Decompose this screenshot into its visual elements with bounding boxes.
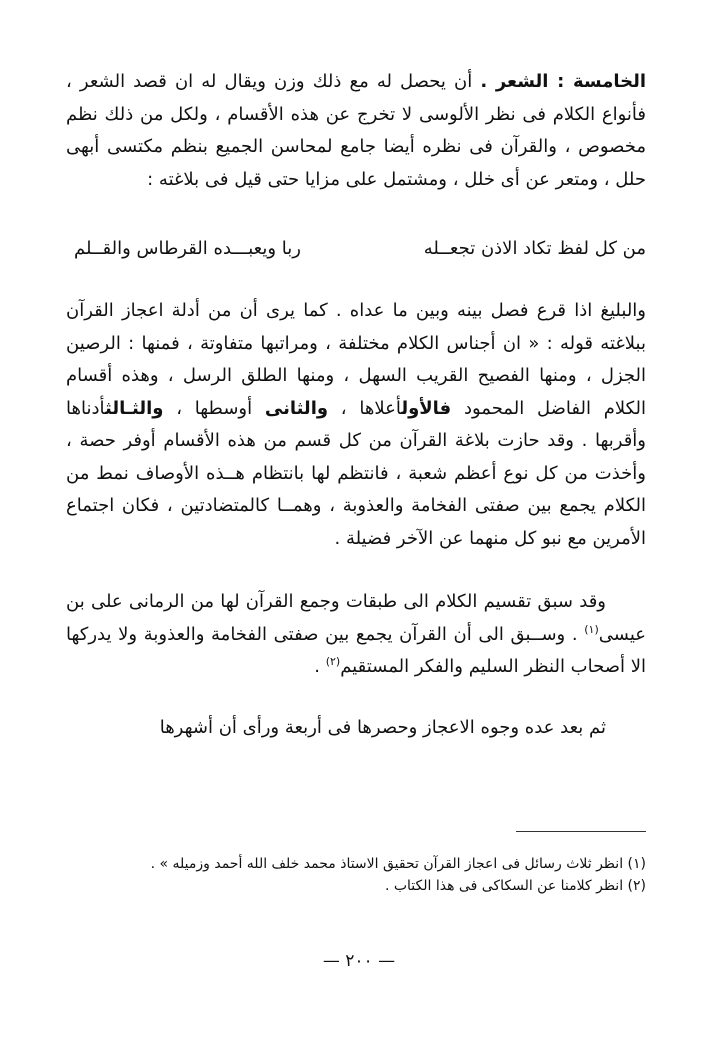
poem-verse: [66, 233, 646, 265]
paragraph-text: أن يحصل له مع ذلك وزن ويقال له ان قصد الشعر ، فأنواع الكلام فى نظر الألوسى لا تخرج عن هذه الأقسام ، ولكل من ذلك نظم مخصوص ، والقرآن فى نظره أيضا جامع لمحاسن الجميع بنظم مكتسى أبهى حلل ، ومتعر عن أى خلل ، ومشتمل على مزايا حتى قيل فى بلاغته :: [66, 71, 646, 190]
footnote-2: (٢) انظر كلامنا عن السكاكى فى هذا الكتاب .: [384, 878, 646, 894]
paragraph-text: . وســبق الى أن القرآن يجمع بين صفتى الفخامة والعذوبة ولا يدركها الا أصحاب النظر السليم والفكر المستقيم: [66, 623, 646, 677]
footnote-ref-2: (٢): [325, 655, 341, 668]
section-heading: الخامسة : الشعر .: [480, 71, 647, 92]
paragraph-fifth-poetry: [66, 66, 646, 196]
paragraph-text: .: [314, 656, 326, 677]
paragraph-text: أوسطها ،: [163, 397, 265, 419]
footnote-1: (١) انظر ثلاث رسائل فى اعجاز القرآن تحقيق الاستاذ محمد خلف الله أحمد وزميله » .: [150, 856, 646, 872]
page-number: — ٢٠٠ —: [322, 951, 396, 971]
footnotes: [62, 853, 646, 897]
paragraph-rummani: [66, 586, 646, 684]
bold-term-second: والثانى: [264, 397, 329, 419]
paragraph-eloquence: [66, 295, 646, 555]
bold-term-first: فالأول: [401, 397, 452, 419]
paragraph-text: أعلاها ،: [328, 397, 402, 419]
paragraph-text: أدناها وأقربها . وقد حازت بلاغة القرآن من كل قسم من هذه الأقسام أوفر حصة ، وأخذت من كل نوع أعظم شعبة ، فانتظم لها بانتظام هــذه الأوصاف نمط من الكلام يجمع بين صفتى الفخامة والعذوبة ، وهمــا كالمتضادتين ، فكان اجتماع الأمرين مع نبو كل منهما عن الآخر فضيلة .: [66, 397, 646, 549]
paragraph-text: وقد سبق تقسيم الكلام الى طبقات وجمع القرآن لها من الرمانى على بن عيسى: [66, 591, 646, 645]
poem-second-hemistich: ربا ويعبـــده القرطاس والقــلم: [74, 238, 301, 259]
footnote-ref-1: (١): [584, 622, 599, 636]
paragraph-text: والبليغ اذا قرع فصل بينه وبين ما عداه . كما يرى أن من أدلة اعجاز القرآن ببلاغته قوله : « ان أجناس الكلام مختلفة ، ومراتبها متفاوتة ، فمنها : الرصين الجزل ، ومنها الفصيح القريب السهل ، ومنها الطلق الرسل ، وهذه أقسام الكلام الفاضل المحمود: [66, 300, 646, 419]
poem-first-hemistich: من كل لفظ تكاد الاذن تجعــله: [423, 238, 646, 259]
paragraph-indent: [606, 591, 646, 612]
paragraph-four-aspects: ثم بعد عده وجوه الاعجاز وحصرها فى أربعة ورأى أن أشهرها: [159, 716, 606, 738]
footnote-divider: [516, 831, 646, 832]
bold-term-third: والثـالث: [104, 397, 164, 419]
